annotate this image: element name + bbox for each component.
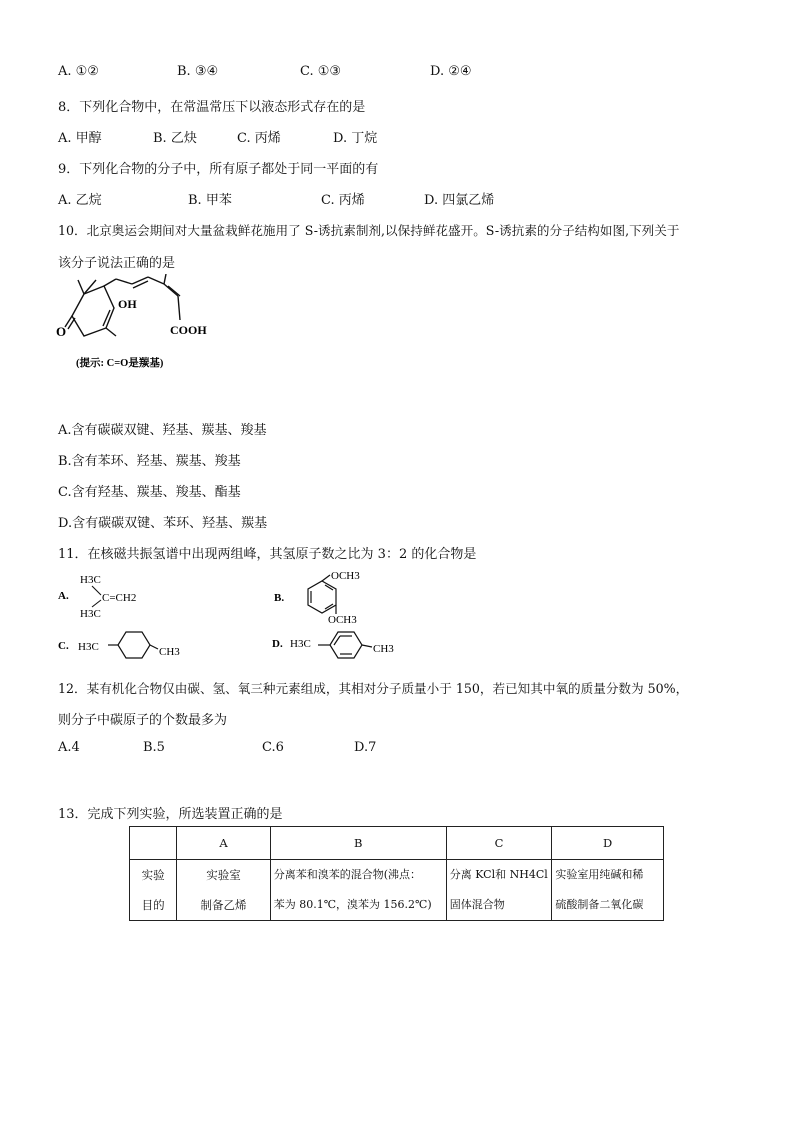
cell-b (270, 860, 446, 921)
cell-d-line2: 硫酸制备二氧化碳 (555, 898, 644, 911)
q9-stem: 9．下列化合物的分子中，所有原子都处于同一平面的有 (58, 162, 379, 177)
cell-a-line2: 制备乙烯 (200, 898, 247, 912)
q7-option-b: B. ③④ (177, 64, 219, 79)
row-label-cell (130, 860, 177, 921)
header-cell-empty (130, 827, 177, 860)
q10-option-c: C.含有羟基、羰基、羧基、酯基 (58, 485, 241, 500)
cell-c-line2: 固体混合物 (449, 898, 505, 911)
q11-d-label: D. (272, 638, 283, 650)
q11-a-label: A. (58, 590, 69, 602)
q12-stem-line1: 12．某有机化合物仅由碳、氢、氧三种元素组成，其相对分子质量小于 150，若已知其中氧的质量分数为 50%， (58, 681, 689, 696)
q12-option-c: C.6 (262, 740, 284, 755)
q7-option-c: C. ①③ (300, 64, 342, 79)
table-row (130, 860, 664, 921)
row-label-line1: 实验 (141, 868, 165, 882)
cell-d-line1: 实验室用纯碱和稀 (555, 868, 644, 881)
q11-option-d-structure (270, 625, 410, 670)
q11-option-a-structure (56, 570, 166, 620)
q10-stem-line1: 10．北京奥运会期间对大量盆栽鲜花施用了 S-诱抗素制剂,以保持鲜花盛开。S-诱抗素的分子结构如图,下列关于 (58, 223, 680, 238)
cell-b-line2: 苯为 80.1℃，溴苯为 156.2℃) (273, 898, 432, 911)
q8-option-a: A. 甲醇 (58, 131, 102, 146)
carbonyl-hint: (提示: C=O是羰基) (76, 358, 164, 369)
q11-d-right: CH3 (373, 643, 394, 655)
q10-option-b: B.含有苯环、羟基、羰基、羧基 (58, 454, 241, 469)
q11-d-left: H3C (290, 638, 311, 650)
q8-option-b: B. 乙炔 (153, 131, 197, 146)
q11-a-top: H3C (80, 574, 101, 586)
q7-option-d: D. ②④ (430, 64, 472, 79)
q8-option-c: C. 丙烯 (237, 131, 281, 146)
q11-c-left: H3C (78, 641, 99, 653)
ketone-o-label: O (56, 324, 67, 339)
q9-option-a: A. 乙烷 (58, 193, 102, 208)
q13-stem: 13．完成下列实验，所选装置正确的是 (58, 807, 283, 822)
q9-option-b: B. 甲苯 (188, 193, 232, 208)
q11-b-label: B. (274, 592, 285, 604)
q8-option-d: D. 丁烷 (333, 131, 378, 146)
cell-b-line1: 分离苯和溴苯的混合物(沸点： (273, 868, 422, 881)
header-cell-c: C (446, 827, 552, 860)
q11-a-right: C=CH2 (102, 592, 137, 604)
q12-option-d: D.7 (354, 740, 377, 755)
cooh-label: COOH (170, 323, 207, 337)
q7-option-a: A. ①② (58, 64, 99, 79)
q13-experiment-table (129, 826, 664, 921)
table-header-row (130, 827, 664, 860)
q10-option-d: D.含有碳碳双键、苯环、羟基、羰基 (58, 516, 268, 531)
q11-stem: 11．在核磁共振氢谱中出现两组峰，其氢原子数之比为 3：2 的化合物是 (58, 547, 477, 562)
q9-option-c: C. 丙烯 (321, 193, 365, 208)
q12-stem-line2: 则分子中碳原子的个数最多为 (58, 713, 228, 728)
q8-stem: 8．下列化合物中，在常温常压下以液态形式存在的是 (58, 100, 366, 115)
q11-b-sub1: OCH3 (331, 570, 360, 582)
oh-label: OH (118, 297, 137, 311)
cell-d (552, 860, 664, 921)
s-abscisic-acid-structure (56, 274, 231, 374)
q11-option-b-structure (272, 568, 382, 628)
header-cell-d: D (552, 827, 664, 860)
header-cell-a: A (177, 827, 271, 860)
q12-option-a: A.4 (58, 740, 80, 755)
cell-c (446, 860, 552, 921)
q11-option-c-structure (56, 625, 196, 670)
q9-option-d: D. 四氯乙烯 (424, 193, 495, 208)
row-label-line2: 目的 (141, 898, 165, 912)
q10-option-a: A.含有碳碳双键、羟基、羰基、羧基 (58, 423, 267, 438)
cell-a-line1: 实验室 (206, 868, 241, 882)
cell-c-line1: 分离 KCl和 NH4Cl (449, 868, 548, 881)
q11-a-bottom: H3C (80, 608, 101, 620)
q11-c-right: CH3 (159, 646, 180, 658)
header-cell-b: B (270, 827, 446, 860)
q10-stem-line2: 该分子说法正确的是 (58, 256, 176, 271)
q11-b-sub2: OCH3 (328, 614, 357, 626)
cell-a (177, 860, 271, 921)
q12-option-b: B.5 (143, 740, 165, 755)
q11-c-label: C. (58, 640, 69, 652)
